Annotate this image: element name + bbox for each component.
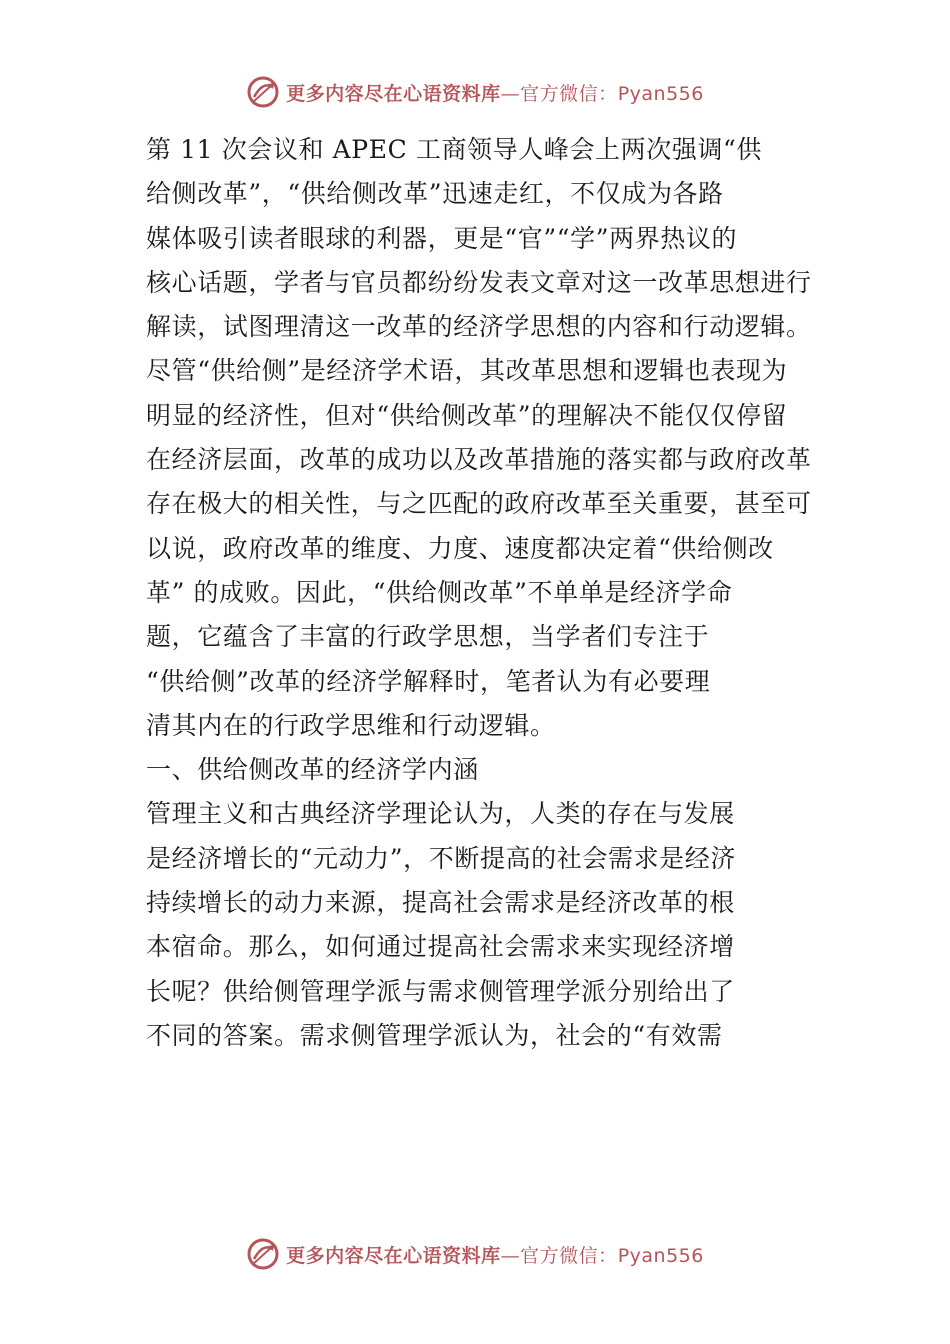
text-line: 不同的答案。需求侧管理学派认为，社会的“有效需	[146, 1020, 723, 1050]
watermark-text	[286, 79, 704, 106]
header-watermark	[0, 72, 950, 112]
text-line: 在经济层面，改革的成功以及改革措施的落实都与政府改革	[146, 445, 812, 475]
text-line: 本宿命。那么，如何通过提高社会需求来实现经济增	[146, 932, 735, 962]
watermark-separator: —	[500, 1244, 521, 1267]
text-line: 第 11 次会议和 APEC 工商领导人峰会上两次强调“供	[146, 135, 763, 164]
text-line: 以说，政府改革的维度、力度、速度都决定着“供给侧改	[146, 533, 774, 563]
text-line: 媒体吸引读者眼球的利器，更是“官”“学”两界热议的	[146, 223, 738, 253]
text-line: 清其内在的行政学思维和行动逻辑。	[146, 710, 556, 740]
footer-watermark	[0, 1234, 950, 1274]
watermark-id: Pyan556	[617, 1244, 704, 1267]
text-line: 给侧改革”，“供给侧改革”迅速走红，不仅成为各路	[146, 179, 724, 209]
section-heading: 一、供给侧改革的经济学内涵	[146, 755, 479, 785]
bow-and-arrow-logo-icon	[246, 75, 280, 109]
text-line: 长呢？供给侧管理学派与需求侧管理学派分别给出了	[146, 976, 735, 1006]
watermark-text	[286, 1241, 704, 1268]
text-line: 尽管“供给侧”是经济学术语，其改革思想和逻辑也表现为	[146, 356, 788, 386]
text-line: 存在极大的相关性，与之匹配的政府改革至关重要，甚至可	[146, 489, 812, 519]
watermark-wechat: 官方微信：	[520, 82, 618, 105]
text-line: 革” 的成败。因此，“供给侧改革”不单单是经济学命	[146, 577, 733, 607]
watermark-main: 更多内容尽在心语资料库	[286, 82, 501, 105]
bow-and-arrow-logo-icon	[246, 1237, 280, 1271]
watermark-id: Pyan556	[617, 82, 704, 105]
text-line: 明显的经济性，但对“供给侧改革”的理解决不能仅仅停留	[146, 400, 788, 430]
text-line: 核心话题，学者与官员都纷纷发表文章对这一改革思想进行	[146, 267, 812, 297]
text-line: 是经济增长的“元动力”，不断提高的社会需求是经济	[146, 843, 736, 873]
text-line: 解读，试图理清这一改革的经济学思想的内容和行动逻辑。	[146, 312, 812, 342]
text-line: 管理主义和古典经济学理论认为，人类的存在与发展	[146, 799, 735, 829]
document-body	[146, 128, 822, 1058]
text-line: “供给侧”改革的经济学解释时，笔者认为有必要理	[146, 666, 711, 696]
watermark-separator: —	[500, 82, 521, 105]
text-line: 题，它蕴含了丰富的行政学思想，当学者们专注于	[146, 622, 710, 652]
watermark-wechat: 官方微信：	[520, 1244, 618, 1267]
watermark-main: 更多内容尽在心语资料库	[286, 1244, 501, 1267]
text-line: 持续增长的动力来源，提高社会需求是经济改革的根	[146, 888, 735, 918]
